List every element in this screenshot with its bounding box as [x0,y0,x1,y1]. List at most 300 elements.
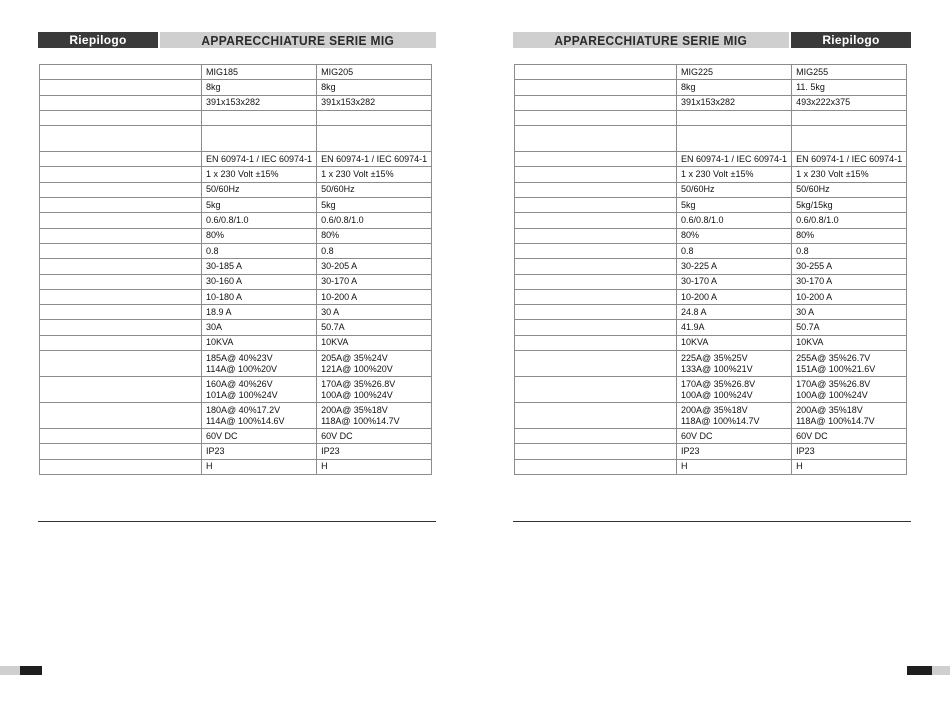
table-row [515,274,907,289]
row-label-cell [40,80,202,95]
table-cell [202,65,317,80]
table-cell [792,305,907,320]
table-cell [202,213,317,228]
cell-value: H [796,461,803,472]
cell-value: H [206,461,213,472]
table-row [515,65,907,80]
table-row [40,110,432,125]
table-cell [202,95,317,110]
footer-rule [513,521,911,522]
cell-value: 30-255 A [796,260,833,271]
row-label-cell [515,126,677,152]
row-label-cell [40,167,202,182]
table-cell [792,351,907,377]
cell-value: 1 x 230 Volt ±15% [206,169,279,180]
cell-value-line2: 118A@ 100%14.7V [321,415,400,426]
row-label-cell [40,377,202,403]
cell-value: 0.6/0.8/1.0 [321,215,364,226]
table-cell [792,152,907,167]
table-cell [792,228,907,243]
table-cell [202,243,317,258]
row-label-cell [515,351,677,377]
row-label-cell [515,305,677,320]
table-row [40,126,432,152]
table-cell [792,80,907,95]
section-label [791,32,911,48]
cell-value: 185A@ 40%23V [206,352,273,363]
table-cell [792,95,907,110]
table-cell [317,429,432,444]
table-cell [677,182,792,197]
cell-value-line2: 100A@ 100%24V [796,389,868,400]
footer-rule [38,521,436,522]
table-cell [792,429,907,444]
cell-value: 8kg [206,81,221,92]
table-cell [317,228,432,243]
table-row [40,243,432,258]
table-row [40,259,432,274]
table-row [515,228,907,243]
table-row [515,459,907,474]
section-label-text: Riepilogo [822,33,880,47]
table-cell [677,289,792,304]
table-cell [202,305,317,320]
cell-value: 1 x 230 Volt ±15% [321,169,394,180]
cell-value: 10-180 A [206,291,243,302]
table-cell [677,110,792,125]
table-row [515,259,907,274]
table-cell [677,429,792,444]
table-cell [792,403,907,429]
table-cell [202,182,317,197]
table-cell [677,198,792,213]
series-title [513,32,789,48]
section-label-text: Riepilogo [69,33,127,47]
table-cell [677,444,792,459]
table-cell [677,65,792,80]
cell-value: 30-170 A [796,276,833,287]
table-cell [677,152,792,167]
row-label-cell [40,243,202,258]
table-cell [792,289,907,304]
table-row [40,198,432,213]
table-cell [202,198,317,213]
table-cell [677,213,792,228]
table-cell [202,126,317,152]
row-label-cell [40,228,202,243]
spec-table [39,64,432,475]
cell-value: 170A@ 35%26.8V [321,378,396,389]
table-cell [317,444,432,459]
row-label-cell [40,152,202,167]
cell-value: 10KVA [206,337,234,348]
cell-value: 10-200 A [321,291,358,302]
table-cell [792,320,907,335]
cell-value: 80% [206,230,225,241]
table-row [40,80,432,95]
cell-value: 50.7A [321,322,345,333]
row-label-cell [40,429,202,444]
table-cell [202,167,317,182]
table-cell [677,167,792,182]
row-label-cell [515,444,677,459]
cell-value-line2: 121A@ 100%20V [321,363,393,374]
cell-value: 10KVA [796,337,824,348]
cell-value: EN 60974-1 / IEC 60974-1 [206,153,313,164]
cell-value-line2: 133A@ 100%21V [681,363,753,374]
table-cell [792,110,907,125]
row-label-cell [515,228,677,243]
cell-value: 10KVA [681,337,709,348]
row-label-cell [515,213,677,228]
table-cell [792,444,907,459]
table-row [40,95,432,110]
cell-value-line2: 100A@ 100%24V [681,389,753,400]
table-cell [792,459,907,474]
row-label-cell [515,198,677,213]
table-row [40,444,432,459]
cell-value: 80% [321,230,340,241]
table-cell [317,126,432,152]
cell-value: 60V DC [681,430,713,441]
table-cell [317,167,432,182]
row-label-cell [515,459,677,474]
table-cell [677,274,792,289]
cell-value-line2: 100A@ 100%24V [321,389,393,400]
table-row [40,377,432,403]
cell-value: 5kg [321,199,336,210]
cell-value: 0.8 [681,245,694,256]
table-cell [202,80,317,95]
cell-value-line2: 118A@ 100%14.7V [796,415,875,426]
cell-value: 30-160 A [206,276,243,287]
table-row [515,167,907,182]
table-row [515,213,907,228]
table-row [515,152,907,167]
table-cell [317,403,432,429]
table-cell [202,403,317,429]
table-row [40,320,432,335]
table-cell [677,259,792,274]
table-row [515,377,907,403]
row-label-cell [515,259,677,274]
cell-value-line2: 101A@ 100%24V [206,389,278,400]
table-row [515,198,907,213]
cell-value: EN 60974-1 / IEC 60974-1 [681,153,788,164]
row-label-cell [40,459,202,474]
cell-value: IP23 [206,445,225,456]
table-row [40,335,432,350]
cell-value: 391x153x282 [206,97,261,108]
row-label-cell [515,403,677,429]
cell-value: 60V DC [206,430,238,441]
table-cell [317,259,432,274]
cell-value: 30-170 A [321,276,358,287]
row-label-cell [40,213,202,228]
cell-value: 50/60Hz [796,184,830,195]
row-label-cell [515,152,677,167]
row-label-cell [515,182,677,197]
table-cell [677,243,792,258]
table-cell [317,320,432,335]
cell-value: 8kg [681,81,696,92]
table-row [40,351,432,377]
table-cell [792,259,907,274]
table-cell [677,80,792,95]
cell-value: 10KVA [321,337,349,348]
table-cell [202,320,317,335]
cell-value: 30A [206,322,223,333]
row-label-cell [515,289,677,304]
table-row [515,305,907,320]
table-cell [792,213,907,228]
table-cell [317,459,432,474]
cell-value: MIG225 [681,66,714,77]
row-label-cell [40,259,202,274]
spec-table [514,64,907,475]
row-label-cell [40,444,202,459]
table-cell [202,351,317,377]
row-label-cell [40,95,202,110]
cell-value: 24.8 A [681,306,707,317]
table-cell [792,198,907,213]
table-cell [677,95,792,110]
cell-value: 50/60Hz [206,184,240,195]
page-corner-mark-left [0,666,42,675]
cell-value: 30-170 A [681,276,718,287]
cell-value: 170A@ 35%26.8V [796,378,871,389]
row-label-cell [40,110,202,125]
table-cell [317,274,432,289]
row-label-cell [515,80,677,95]
table-row [40,459,432,474]
table-cell [317,80,432,95]
cell-value: H [321,461,328,472]
cell-value: 391x153x282 [681,97,736,108]
page-left [38,0,438,705]
table-cell [202,335,317,350]
table-cell [792,182,907,197]
cell-value: 205A@ 35%24V [321,352,388,363]
table-cell [202,259,317,274]
cell-value: 30-185 A [206,260,243,271]
cell-value: 41.9A [681,322,705,333]
table-row [515,182,907,197]
table-cell [677,403,792,429]
row-label-cell [515,110,677,125]
row-label-cell [40,335,202,350]
table-cell [792,243,907,258]
table-row [515,429,907,444]
cell-value: 5kg [681,199,696,210]
section-label [38,32,158,48]
cell-value: 60V DC [796,430,828,441]
cell-value: 30 A [796,306,815,317]
table-row [515,126,907,152]
cell-value: 1 x 230 Volt ±15% [681,169,754,180]
cell-value: 50/60Hz [681,184,715,195]
cell-value-line2: 151A@ 100%21.6V [796,363,876,374]
page-right [513,0,913,705]
cell-value: MIG255 [796,66,829,77]
table-row [40,167,432,182]
table-row [515,320,907,335]
table-row [40,65,432,80]
table-cell [677,305,792,320]
cell-value: EN 60974-1 / IEC 60974-1 [321,153,428,164]
table-cell [317,65,432,80]
table-cell [202,110,317,125]
table-cell [317,213,432,228]
table-row [40,429,432,444]
cell-value: H [681,461,688,472]
table-cell [317,351,432,377]
row-label-cell [515,377,677,403]
table-cell [317,377,432,403]
table-row [40,403,432,429]
cell-value: 0.8 [206,245,219,256]
table-cell [677,320,792,335]
cell-value: 5kg/15kg [796,199,833,210]
cell-value: 200A@ 35%18V [796,404,863,415]
table-row [515,403,907,429]
table-row [40,213,432,228]
table-cell [317,95,432,110]
cell-value: 1 x 230 Volt ±15% [796,169,869,180]
table-cell [202,429,317,444]
series-title [160,32,436,48]
page-corner-mark-right [907,666,950,675]
table-cell [317,198,432,213]
table-row [40,228,432,243]
table-row [40,182,432,197]
table-row [40,289,432,304]
cell-value: 0.6/0.8/1.0 [796,215,839,226]
table-cell [677,351,792,377]
cell-value: EN 60974-1 / IEC 60974-1 [796,153,903,164]
table-row [40,152,432,167]
table-row [515,335,907,350]
cell-value: 493x222x375 [796,97,851,108]
row-label-cell [40,305,202,320]
cell-value: 30-225 A [681,260,718,271]
table-cell [792,167,907,182]
table-cell [317,335,432,350]
series-title-text: APPARECCHIATURE SERIE MIG [201,32,395,48]
row-label-cell [515,65,677,80]
cell-value: 170A@ 35%26.8V [681,378,756,389]
cell-value: 0.6/0.8/1.0 [206,215,249,226]
cell-value: 50/60Hz [321,184,355,195]
cell-value: 30-205 A [321,260,358,271]
row-label-cell [40,182,202,197]
page-header [513,32,911,48]
row-label-cell [515,243,677,258]
table-cell [202,152,317,167]
table-cell [792,335,907,350]
table-cell [317,305,432,320]
cell-value: 160A@ 40%26V [206,378,273,389]
page-header [38,32,436,48]
table-row [515,110,907,125]
table-row [515,351,907,377]
row-label-cell [40,320,202,335]
table-row [515,95,907,110]
row-label-cell [515,95,677,110]
table-cell [202,377,317,403]
table-cell [202,444,317,459]
cell-value: 180A@ 40%17.2V [206,404,281,415]
cell-value: 0.8 [796,245,809,256]
cell-value: 0.8 [321,245,334,256]
cell-value: 10-200 A [796,291,833,302]
cell-value: 8kg [321,81,336,92]
cell-value: 200A@ 35%18V [321,404,388,415]
cell-value: 10-200 A [681,291,718,302]
table-cell [677,377,792,403]
cell-value: IP23 [796,445,815,456]
cell-value: IP23 [321,445,340,456]
table-cell [317,289,432,304]
table-cell [317,243,432,258]
cell-value: 18.9 A [206,306,232,317]
table-cell [202,459,317,474]
table-row [515,80,907,95]
table-cell [317,182,432,197]
table-cell [202,274,317,289]
cell-value: 200A@ 35%18V [681,404,748,415]
cell-value: 0.6/0.8/1.0 [681,215,724,226]
cell-value: 255A@ 35%26.7V [796,352,871,363]
cell-value: 80% [796,230,815,241]
row-label-cell [515,335,677,350]
cell-value: 225A@ 35%25V [681,352,748,363]
table-cell [677,228,792,243]
row-label-cell [515,429,677,444]
row-label-cell [40,403,202,429]
table-cell [677,459,792,474]
row-label-cell [515,167,677,182]
row-label-cell [515,274,677,289]
cell-value: MIG185 [206,66,239,77]
cell-value: 11. 5kg [796,81,825,92]
table-cell [677,335,792,350]
table-cell [792,65,907,80]
table-cell [202,228,317,243]
table-row [40,274,432,289]
cell-value: 80% [681,230,700,241]
row-label-cell [40,289,202,304]
row-label-cell [40,65,202,80]
table-cell [792,274,907,289]
cell-value: 391x153x282 [321,97,376,108]
cell-value: 30 A [321,306,340,317]
cell-value: 50.7A [796,322,820,333]
table-cell [792,377,907,403]
cell-value-line2: 114A@ 100%14.6V [206,415,285,426]
table-cell [317,152,432,167]
table-row [515,444,907,459]
table-cell [317,110,432,125]
table-row [40,305,432,320]
table-cell [792,126,907,152]
cell-value: 5kg [206,199,221,210]
cell-value-line2: 114A@ 100%20V [206,363,278,374]
table-row [515,289,907,304]
table-cell [202,289,317,304]
table-row [515,243,907,258]
row-label-cell [40,274,202,289]
